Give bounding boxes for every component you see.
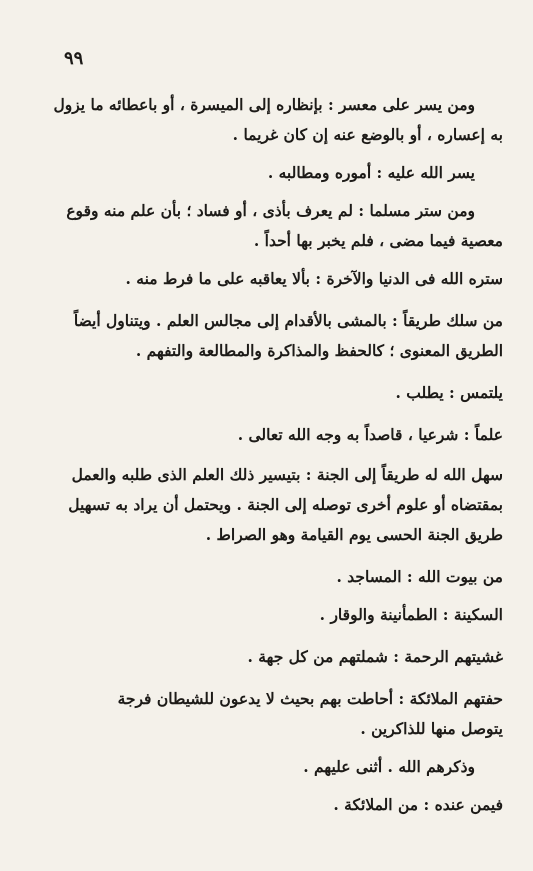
text-line: السكينة : الطمأنينة والوقار . [319, 605, 503, 624]
text-line: ومن ستر مسلما : لم يعرف بأذى ، أو فساد ؛ بأن علم منه وقوع [66, 201, 475, 220]
paragraph-14 [25, 790, 503, 820]
paragraph-1 [25, 90, 503, 150]
text-line: يلتمس : يطلب . [395, 383, 503, 402]
text-line: الطريق المعنوى ؛ كالحفظ والمذاكرة والمطالعة والتفهم . [135, 341, 503, 360]
text-line: بمقتضاه أو علوم أخرى توصله إلى الجنة . ويحتمل أن يراد به تسهيل [68, 495, 503, 514]
paragraph-7 [25, 420, 503, 450]
text-line: من بيوت الله : المساجد . [336, 567, 503, 586]
paragraph-9 [25, 562, 503, 592]
text-line: يتوصل منها للذاكرين . [360, 719, 503, 738]
text-line: ستره الله فى الدنيا والآخرة : بألا يعاقبه على ما فرط منه . [125, 269, 503, 288]
paragraph-13 [25, 752, 503, 782]
text-line: سهل الله له طريقاً إلى الجنة : بتيسير ذلك العلم الذى طلبه والعمل [71, 465, 503, 484]
text-line: حفتهم الملائكة : أحاطت بهم بحيث لا يدعون للشيطان فرجة [117, 689, 503, 708]
text-line: طريق الجنة الحسى يوم القيامة وهو الصراط . [205, 525, 503, 544]
text-line: فيمن عنده : من الملائكة . [333, 795, 503, 814]
text-line: وذكرهم الله . أثنى عليهم . [303, 757, 475, 776]
paragraph-10 [25, 600, 503, 630]
text-line: يسر الله عليه : أموره ومطالبه . [267, 163, 475, 182]
paragraph-5 [25, 306, 503, 366]
text-line: ومن يسر على معسر : بإنظاره إلى الميسرة ، أو باعطائه ما يزول [53, 95, 475, 114]
paragraph-6 [25, 378, 503, 408]
paragraph-11 [25, 642, 503, 672]
text-line: معصية فيما مضى ، فلم يخبر بها أحداً . [253, 231, 503, 250]
paragraph-8 [25, 460, 503, 550]
text-line: علماً : شرعيا ، قاصداً به وجه الله تعالى . [237, 425, 503, 444]
paragraph-4 [25, 264, 503, 294]
paragraph-3 [25, 196, 503, 256]
text-line: غشيتهم الرحمة : شملتهم من كل جهة . [247, 647, 503, 666]
page-number: ٩٩ [64, 48, 84, 69]
paragraph-2 [25, 158, 503, 188]
paragraph-12 [25, 684, 503, 744]
text-line: به إعساره ، أو بالوضع عنه إن كان غريما . [232, 125, 503, 144]
text-line: من سلك طريقاً : بالمشى بالأقدام إلى مجالس العلم . ويتناول أيضاً [73, 311, 503, 330]
